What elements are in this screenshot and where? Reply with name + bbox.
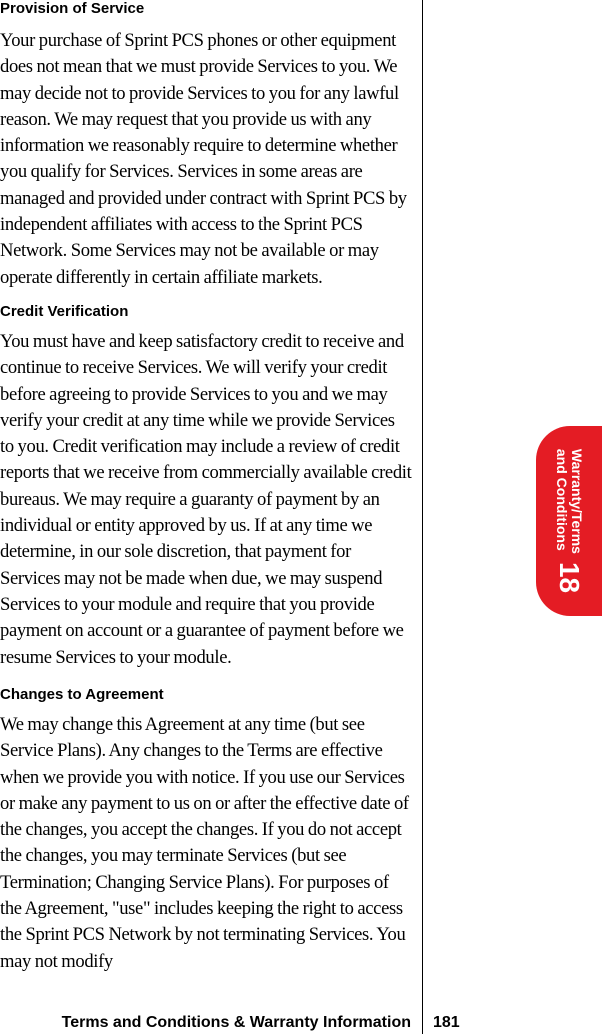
section-heading-credit-verification: Credit Verification [0,303,129,320]
page-number: 181 [433,1014,460,1031]
chapter-tab-number: 18 [554,561,585,594]
column-divider [422,0,423,1034]
section-body-changes-to-agreement: We may change this Agreement at any time (but see Service Plans). Any changes to the Terms are effective when we provide you with notice. If you use our Services or make any payment to us on or after the effective date of the changes, you accept the changes. If you do not accept the changes, you may terminate Services (but see Termination; Changing Service Plans). For purposes of the Agreement, "use" includes keeping the right to access the Sprint PCS Network by not terminating Services. You may not modify [0,714,409,972]
chapter-tab-label-line1: Warranty/Terms [569,448,585,554]
section-body-provision-of-service: Your purchase of Sprint PCS phones or other equipment does not mean that we must provide Services to you. We may decide not to provide Services to you for any lawful reason. We may request that you provide us with any information we reasonably require to determine whether you qualify for Services. Services in some areas are managed and provided under contract with Sprint PCS by independent affiliates with access to the Sprint PCS Network. Some Services may not be available or may operate differently in certain affiliate markets. [0,30,407,288]
chapter-tab-text [554,449,584,593]
chapter-tab-label-line2: and Conditions [554,448,570,551]
chapter-tab-label [554,449,584,554]
section-heading-provision-of-service: Provision of Service [0,0,145,17]
footer-title: Terms and Conditions & Warranty Information [61,1014,411,1031]
section-heading-changes-to-agreement: Changes to Agreement [0,686,164,703]
section-body-credit-verification: You must have and keep satisfactory credit to receive and continue to receive Services. We will verify your credit before agreeing to provide Services to you and we may verify your credit at any time while we provide Services to you. Credit verification may include a review of credit reports that we receive from commercially available credit bureaus. We may require a guaranty of payment by an individual or entity approved by us. If at any time we determine, in our sole discretion, that payment for Services may not be made when due, we may suspend Services to your module and require that you provide payment on account or a guarantee of payment before we resume Services to your module. [0,331,412,668]
